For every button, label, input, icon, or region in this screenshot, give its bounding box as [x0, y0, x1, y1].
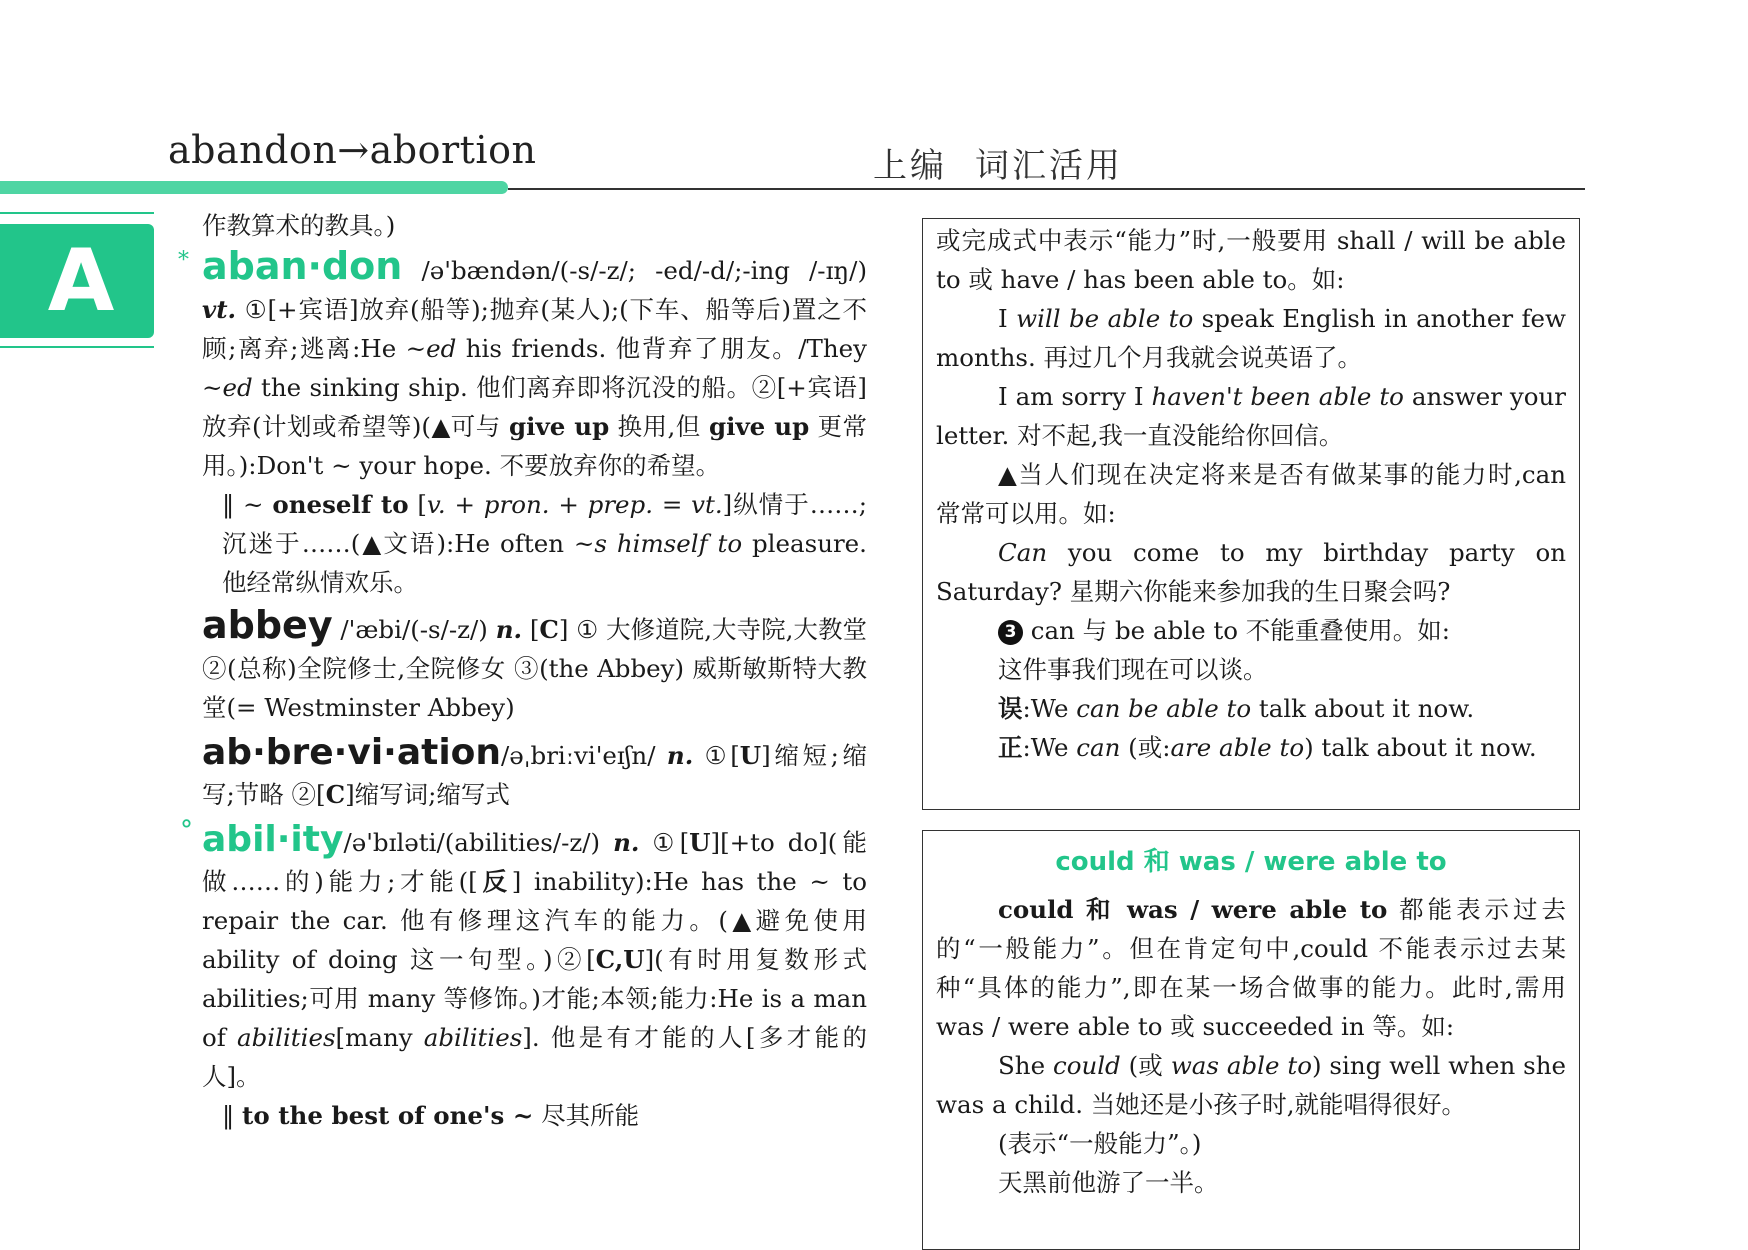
right-label: 正 — [998, 733, 1023, 762]
headword: aban·don — [202, 244, 403, 288]
example-text: I am sorry I — [998, 382, 1152, 411]
wrong-label: 误 — [998, 694, 1023, 723]
grammar-label: vt. — [691, 490, 723, 519]
header-accent-bar — [0, 181, 508, 194]
page-range-title: abandon→abortion — [168, 128, 537, 172]
note-point-3 — [936, 611, 1566, 650]
section-title — [873, 138, 1123, 187]
phrase-marker: ‖ ~ — [222, 490, 273, 519]
note-text: 或完成式中表示“能力”时,一般要用 shall / will be able to 或 have / has been able to。如: — [936, 226, 1566, 294]
note-text — [936, 890, 1566, 1046]
example-sentence — [936, 377, 1566, 455]
headword: abbey — [202, 603, 333, 647]
pronunciation: /ə'bændən/(-s/-z/; -ed/-d/;-ing /-ɪŋ/) — [402, 256, 867, 285]
note-keyword: could 和 was / were able to — [998, 895, 1388, 924]
headword: abil·ity — [202, 819, 344, 860]
definition-text: 更常用。):Don't ~ your hope. 不要放弃你的希望。 — [202, 412, 867, 480]
definition-text: his friends. 他背弃了朋友。/They — [456, 334, 867, 363]
wrong-example — [936, 689, 1566, 728]
definition-text: ](有时用复数形式 abilities;可用 many 等修饰。)才能;本领;能力:He is a man of — [202, 945, 867, 1052]
definition-text: the sinking ship. 他们离弃即将沉没的船。②[+宾语]放弃(计划或希望等)(▲可与 — [202, 373, 867, 441]
grammar-code: C — [539, 615, 559, 644]
example-highlight: haven't been able to — [1151, 382, 1404, 411]
tab-rule-bottom — [0, 346, 154, 348]
equals: = — [653, 490, 692, 519]
definition-text: ]纵情于……;沉迷于……(▲文语):He often — [222, 490, 868, 558]
example-text: ) talk about it now. — [1304, 733, 1537, 762]
example-text: speak English in another few months. 再过几个月我就会说英语了。 — [936, 304, 1566, 372]
bracket: ①[ — [693, 741, 740, 770]
definition-text: [many — [335, 1023, 424, 1052]
phrase-block — [202, 485, 867, 602]
pronunciation: /əˌbriːvi'eɪʃn/ — [501, 741, 667, 770]
section-label: 词汇活用 — [975, 146, 1123, 186]
definition-text: ]. 他是有才能的人[多才能的人]。 — [202, 1023, 867, 1091]
pronunciation: /ə'bɪləti/(abilities/-z/) — [343, 828, 614, 857]
example-text: She — [998, 1051, 1053, 1080]
synonym-phrase: give up — [509, 412, 610, 441]
example-sentence — [936, 1046, 1566, 1124]
example-text: I — [998, 304, 1017, 333]
example-highlight: can be able to — [1076, 694, 1252, 723]
example-highlight: will be able to — [1016, 304, 1194, 333]
usage-note-box — [922, 218, 1580, 810]
phrase-marker: ‖ — [222, 1101, 243, 1130]
circle-mark: ° — [180, 816, 193, 846]
example-note: (表示“一般能力”。) — [998, 1129, 1202, 1158]
grammar-label: v. — [426, 490, 446, 519]
example-highlight: could — [1052, 1051, 1121, 1080]
box-title: could 和 was / were able to — [1055, 847, 1447, 877]
definition-text: ] inability):He has the ~ to repair the car. 他有修理这汽车的能力。(▲避免使用 ability of doing 这一句型。)②[ — [202, 867, 868, 974]
letter-tab[interactable]: A — [0, 224, 154, 338]
definition-text: ]缩短;缩写;节略 ②[ — [202, 741, 868, 809]
example-word: ~ed — [202, 373, 253, 402]
example-text: :We — [1022, 733, 1077, 762]
pronunciation: /'æbi/(-s/-z/) — [332, 615, 496, 644]
bracket: ①[ — [639, 828, 690, 857]
entry-ability — [180, 816, 868, 1096]
example-sentence: 天黑前他游了一半。 — [998, 1168, 1219, 1197]
example-text: :We — [1022, 694, 1077, 723]
grammar-label: pron. — [483, 490, 550, 519]
example-highlight: was able to — [1170, 1051, 1312, 1080]
header-rule — [508, 188, 1585, 190]
definition-text: 尽其所能 — [533, 1101, 640, 1130]
part-of-speech: n. — [613, 828, 640, 857]
grammar-code: U — [739, 741, 762, 770]
part-of-speech: vt. — [202, 295, 237, 324]
plus: + — [445, 490, 484, 519]
note-text: 都能表示过去的“一般能力”。但在肯定句中,could 不能表示过去某种“具体的能力”,即在某一场合做事的能力。此时,需用 was / were able to 或 succeeded in 等。如: — [936, 895, 1566, 1041]
definition-text: pleasure. 他经常纵情欢乐。 — [222, 529, 867, 597]
example-highlight: can — [1076, 733, 1121, 762]
continued-text: 作教算术的教具。) — [202, 211, 396, 240]
bracket: [ — [522, 615, 540, 644]
example-word: abilities — [423, 1023, 523, 1052]
entry-abandon — [178, 244, 867, 485]
part-label: 上编 — [873, 146, 947, 186]
entry-abbey — [202, 603, 867, 727]
example-word: abilities — [236, 1023, 336, 1052]
antonym-label: 反 — [477, 867, 512, 896]
example-highlight: are able to — [1170, 733, 1305, 762]
definition-text: ]缩写词;缩写式 — [345, 780, 510, 809]
phrase: oneself to — [272, 490, 409, 519]
entry-abbreviation — [202, 733, 867, 814]
tab-rule-top — [0, 212, 154, 214]
grammar-code: C,U — [595, 945, 645, 974]
example-text: answer your letter. 对不起,我一直没能给你回信。 — [936, 382, 1566, 450]
number-badge: 3 — [998, 620, 1023, 645]
bracket: [ — [408, 490, 427, 519]
example-text: talk about it now. — [1251, 694, 1475, 723]
example-text: (或 — [1120, 1051, 1171, 1080]
part-of-speech: n. — [666, 741, 694, 770]
synonym-phrase: give up — [709, 412, 810, 441]
example-highlight: Can — [998, 538, 1048, 567]
example-sentence — [936, 299, 1566, 377]
definition-text: 换用,但 — [609, 412, 709, 441]
example-word: ~ed — [405, 334, 457, 363]
plus: + — [549, 490, 588, 519]
note-text: can 与 be able to 不能重叠使用。如: — [1023, 616, 1450, 645]
definition-text: ] ① 大修道院,大寺院,大教堂 ②(总称)全院修士,全院修女 ③(the Abbey) 威斯敏斯特大教堂(= Westminster Abbey) — [202, 615, 867, 722]
definition-text: ①[+宾语]放弃(船等);抛弃(某人);(下车、船等后)置之不顾;离弃;逃离:He — [202, 295, 867, 363]
star-mark: * — [178, 248, 189, 273]
dictionary-column-left — [178, 206, 868, 1135]
example-text: ) sing well when she was a child. 当她还是小孩子时,就能唱得很好。 — [936, 1051, 1567, 1119]
grammar-label: prep. — [587, 490, 654, 519]
phrase-block — [202, 1096, 867, 1135]
example-text: (或: — [1120, 733, 1171, 762]
headword: ab·bre·vi·ation — [202, 732, 502, 773]
example-sentence — [936, 533, 1566, 611]
part-of-speech: n. — [495, 615, 523, 644]
comparison-note-box — [922, 830, 1580, 1250]
grammar-code: U — [689, 828, 711, 857]
definition-text: ][+to do](能做……的)能力;才能([ — [202, 828, 867, 896]
example-word: ~s himself to — [573, 529, 743, 558]
example-text: you come to my birthday party on Saturday? 星期六你能来参加我的生日聚会吗? — [936, 538, 1566, 606]
right-example — [936, 728, 1566, 767]
note-text: ▲当人们现在决定将来是否有做某事的能力时,can 常常可以用。如: — [936, 460, 1566, 528]
example-sentence: 这件事我们现在可以谈。 — [998, 655, 1268, 684]
grammar-code: C — [325, 780, 346, 809]
phrase: to the best of one's ~ — [242, 1101, 534, 1130]
